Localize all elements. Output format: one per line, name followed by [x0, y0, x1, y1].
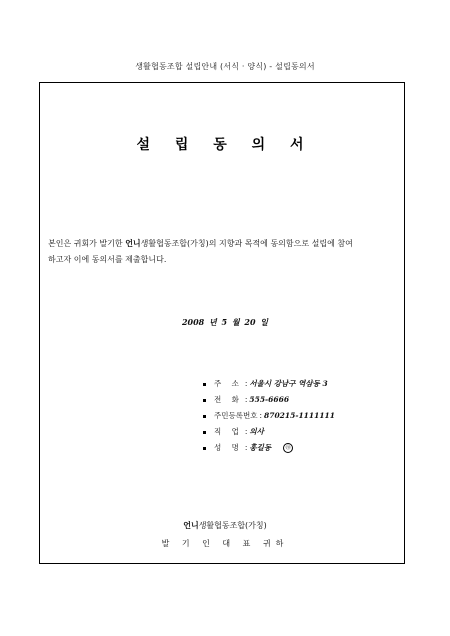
consent-prefix: 본인은 귀회가 발기한	[48, 239, 126, 248]
info-separator: :	[244, 379, 248, 388]
applicant-info-list	[203, 376, 403, 456]
document-title: 설 립 동 의 서	[136, 137, 314, 153]
info-row-address	[203, 376, 403, 392]
info-separator: :	[244, 443, 248, 452]
info-value: 870215-1111111	[264, 411, 335, 420]
info-label: 성 명	[214, 443, 243, 452]
consent-statement	[48, 236, 400, 268]
info-label: 직 업	[214, 427, 243, 436]
date-line: 2008 년 5 월 20 일	[181, 317, 269, 327]
info-value: 홍길동	[249, 443, 272, 452]
page-header: 생활협동조합 설립안내 (서식 · 양식) - 설립동의서	[135, 62, 315, 71]
consent-brand: 언니	[125, 239, 141, 248]
consent-line-2: 하고자 이에 동의서를 제출합니다.	[48, 255, 167, 264]
seal-icon: ㊞	[283, 443, 293, 453]
info-label: 전 화	[214, 395, 243, 404]
info-row-phone	[203, 392, 403, 408]
info-label: 주 소	[214, 379, 243, 388]
bullet-icon	[203, 383, 206, 386]
info-value: 555-6666	[249, 395, 290, 404]
info-row-name	[203, 440, 403, 456]
info-row-resident-number	[203, 408, 403, 424]
info-separator: :	[259, 411, 263, 420]
info-separator: :	[244, 427, 248, 436]
addressee-line: 발 기 인 대 표 귀하	[161, 539, 289, 548]
info-value: 의사	[249, 427, 264, 436]
organization-name	[0, 520, 450, 531]
info-row-occupation	[203, 424, 403, 440]
organization-brand: 언니	[183, 521, 199, 530]
consent-line-1-rest: 생활협동조합(가칭)의 지향과 목적에 동의함으로 설립에 참여	[140, 239, 353, 248]
info-label: 주민등록번호	[214, 411, 258, 420]
organization-title: 생활협동조합(가칭)	[198, 521, 267, 530]
bullet-icon	[203, 415, 206, 418]
info-separator: :	[244, 395, 248, 404]
bullet-icon	[203, 399, 206, 402]
consent-line-1	[48, 236, 400, 252]
bullet-icon	[203, 447, 206, 450]
bullet-icon	[203, 431, 206, 434]
info-value: 서울시 강남구 역삼동 3	[249, 379, 328, 388]
